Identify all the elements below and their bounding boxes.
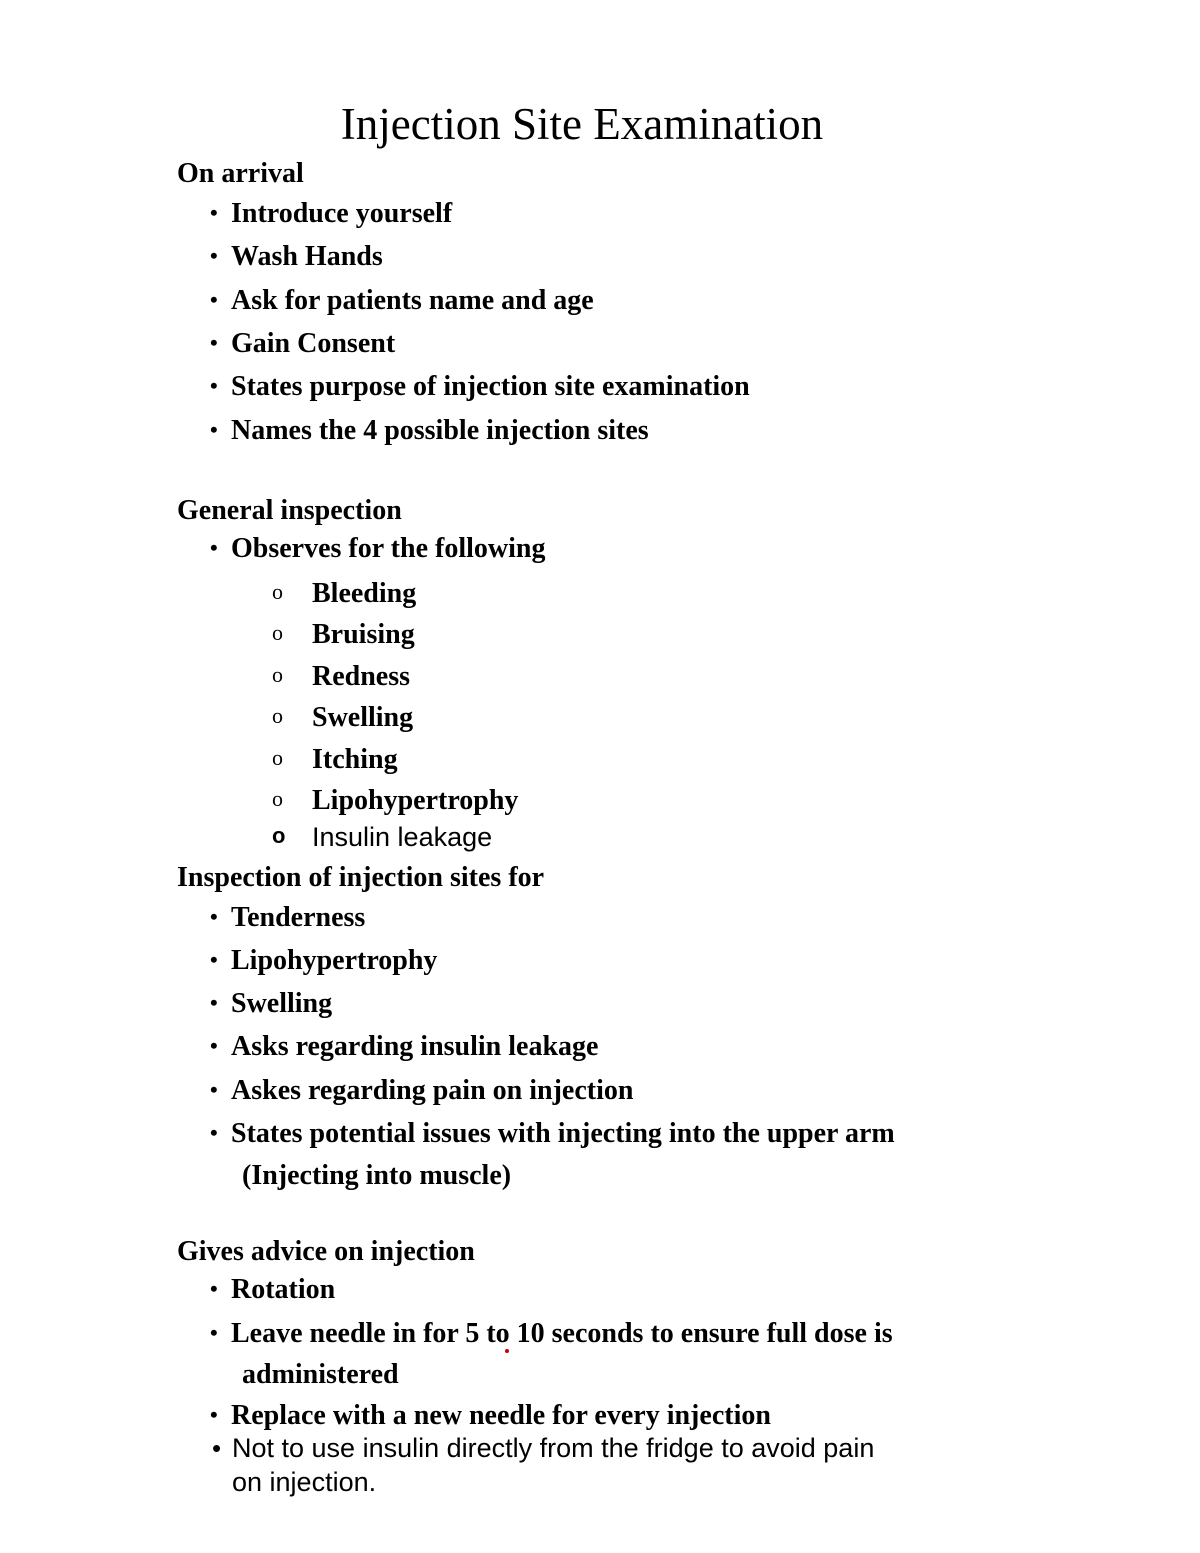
bullet-icon: •	[210, 990, 218, 1015]
bullet-icon: •	[210, 200, 218, 225]
bullet-icon: •	[210, 1402, 218, 1427]
sub-list-item: o Insulin leakage	[272, 818, 492, 856]
sub-list-item: o Itching	[272, 740, 398, 778]
bullet-icon: •	[210, 1033, 218, 1058]
section-heading-general: General inspection	[177, 495, 402, 526]
list-item: • Tenderness	[210, 899, 365, 936]
list-item: • Observes for the following	[210, 530, 545, 567]
document-title: Injection Site Examination	[340, 99, 824, 149]
circle-bullet-icon: o	[272, 662, 283, 687]
bullet-icon: •	[210, 947, 218, 972]
bullet-icon: •	[210, 1120, 218, 1145]
circle-bullet-icon: o	[272, 703, 283, 728]
list-item: • Lipohypertrophy	[210, 942, 437, 979]
list-item: • Rotation	[210, 1271, 335, 1308]
bullet-icon: •	[210, 373, 218, 398]
circle-bullet-icon: o	[272, 745, 283, 770]
list-item: • Leave needle in for 5 to 10 seconds to ensure full dose is	[210, 1315, 893, 1352]
list-item: • Ask for patients name and age	[210, 282, 594, 319]
list-item-continuation: administered	[242, 1359, 399, 1390]
list-item: • Asks regarding insulin leakage	[210, 1028, 598, 1065]
list-item: • Names the 4 possible injection sites	[210, 412, 649, 449]
list-item: • Askes regarding pain on injection	[210, 1072, 633, 1109]
section-heading-sites: Inspection of injection sites for	[177, 862, 545, 893]
bold-circle-bullet-icon: o	[272, 823, 286, 848]
circle-bullet-icon: o	[272, 579, 283, 604]
bullet-icon: •	[210, 535, 218, 560]
bullet-icon: •	[210, 904, 218, 929]
list-item: • Introduce yourself	[210, 195, 452, 232]
sub-list-item: o Bleeding	[272, 574, 416, 612]
bullet-icon: •	[210, 1276, 218, 1301]
list-item: • States purpose of injection site examination	[210, 368, 750, 405]
list-item-continuation: (Injecting into muscle)	[242, 1160, 512, 1191]
bullet-icon: •	[212, 1433, 222, 1463]
list-item: • Replace with a new needle for every injection	[210, 1397, 771, 1434]
bullet-icon: •	[210, 287, 218, 312]
list-item: • Not to use insulin directly from the fridge to avoid pain	[212, 1433, 875, 1463]
sub-list-item: o Swelling	[272, 698, 413, 736]
circle-bullet-icon: o	[272, 620, 283, 645]
section-heading-arrival: On arrival	[177, 158, 304, 189]
bullet-icon: •	[210, 417, 218, 442]
bullet-icon: •	[210, 1077, 218, 1102]
sub-list-item: o Redness	[272, 657, 410, 695]
bullet-icon: •	[210, 330, 218, 355]
spellcheck-mark	[505, 1349, 509, 1353]
list-item: • Swelling	[210, 985, 332, 1022]
list-item: • Gain Consent	[210, 325, 395, 362]
circle-bullet-icon: o	[272, 786, 283, 811]
sub-list-item: o Bruising	[272, 615, 415, 653]
list-item: • States potential issues with injecting into the upper arm	[210, 1115, 895, 1152]
bullet-icon: •	[210, 1320, 218, 1345]
list-item: • Wash Hands	[210, 238, 383, 275]
bullet-icon: •	[210, 243, 218, 268]
list-item-continuation: on injection.	[232, 1467, 377, 1497]
sub-list-item: o Lipohypertrophy	[272, 781, 518, 819]
section-heading-advice: Gives advice on injection	[177, 1236, 475, 1267]
